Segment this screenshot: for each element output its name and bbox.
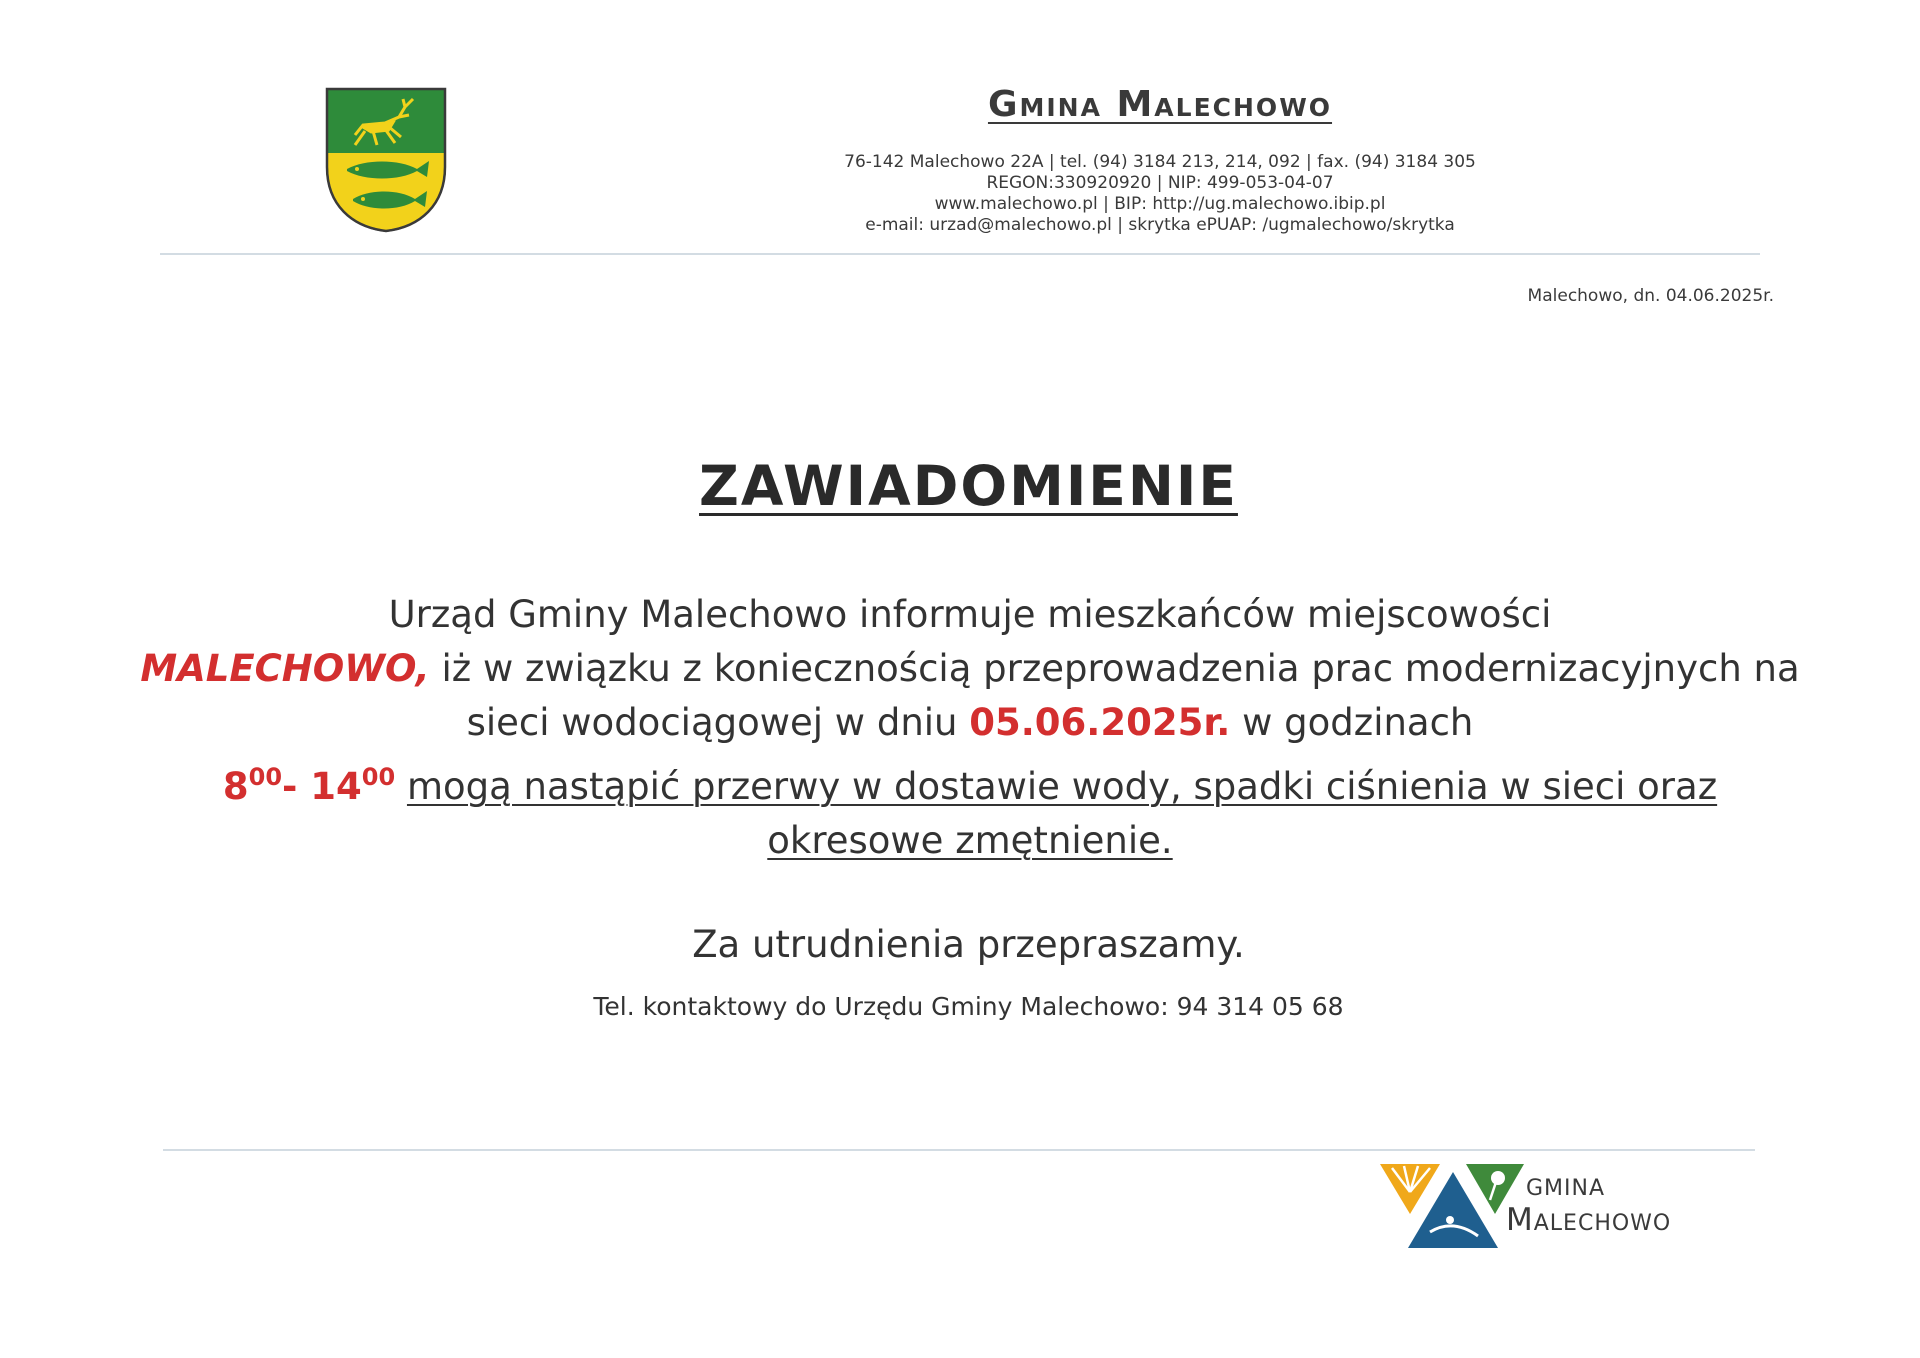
address-line: 76-142 Malechowo 22A | tel. (94) 3184 213, 214, 092 | fax. (94) 3184 305 <box>844 152 1476 172</box>
coat-of-arms-logo <box>325 87 447 233</box>
notice-title: ZAWIADOMIENIE <box>699 454 1238 518</box>
email-line: e-mail: urzad@malechowo.pl | skrytka ePUAP: /ugmalechowo/skrytka <box>865 215 1455 235</box>
start-minutes: 00 <box>248 763 283 791</box>
notice-intro: Urząd Gminy Malechowo informuje mieszkańców miejscowości <box>388 593 1552 636</box>
footer-divider <box>163 1149 1755 1151</box>
end-hour: 14 <box>310 765 362 808</box>
contact-phone: Tel. kontaktowy do Urzędu Gminy Malechowo: 94 314 05 68 <box>593 992 1344 1021</box>
registry-line: REGON:330920920 | NIP: 499-053-04-07 <box>986 173 1334 193</box>
header-divider <box>160 253 1760 255</box>
notice-reason: iż w związku z koniecznością przeprowadzenia prac modernizacyjnych na sieci wodociągowej w dniu <box>429 647 1800 744</box>
hour-separator: - <box>282 765 311 808</box>
apology-text: Za utrudnienia przepraszamy. <box>692 923 1245 966</box>
notice-hours-intro: w godzinach <box>1230 701 1474 744</box>
outage-date: 05.06.2025r. <box>969 701 1231 744</box>
notice-body <box>140 588 1800 868</box>
footer-logo <box>1378 1162 1828 1252</box>
municipality-title: Gmina Malechowo <box>987 84 1333 125</box>
footer-gmina-text: GMINA <box>1526 1176 1606 1201</box>
end-minutes: 00 <box>361 763 396 791</box>
start-hour: 8 <box>222 765 249 808</box>
gmina-malechowo-mark-icon <box>1378 1162 1526 1250</box>
place-name: MALECHOWO, <box>140 647 430 690</box>
document-date: Malechowo, dn. 04.06.2025r. <box>1527 286 1774 306</box>
outage-hours <box>223 765 395 808</box>
municipality-contact-block <box>780 152 1540 236</box>
footer-malechowo-text: Malechowo <box>1506 1202 1672 1238</box>
website-line: www.malechowo.pl | BIP: http://ug.malechowo.ibip.pl <box>934 194 1386 214</box>
outage-warning: mogą nastąpić przerwy w dostawie wody, spadki ciśnienia w sieci oraz okresowe zmętnienie. <box>406 765 1718 862</box>
